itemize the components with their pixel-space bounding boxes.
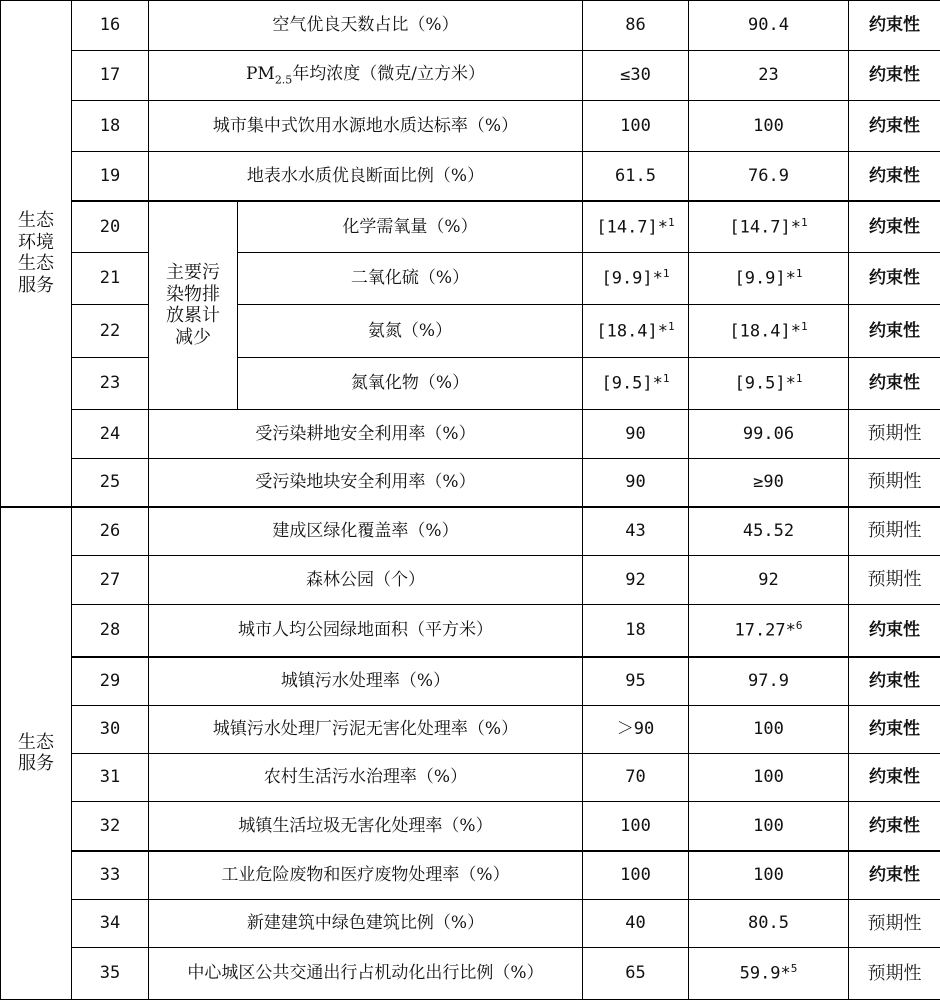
baseline-value: 92 xyxy=(583,556,689,605)
category-line: 生态 xyxy=(18,253,54,275)
target-text: 59.9* xyxy=(739,964,791,985)
indicator-name: 氨氮（%） xyxy=(238,305,583,358)
table-row xyxy=(1,101,940,152)
table-row xyxy=(1,605,940,657)
table-row xyxy=(1,152,940,201)
row-number: 16 xyxy=(72,1,149,51)
footnote-mark: 1 xyxy=(662,372,670,386)
baseline-text: [9.5]* xyxy=(601,374,663,395)
attribute-cell: 预期性 xyxy=(849,900,940,948)
table-row xyxy=(1,1,940,51)
attribute-cell: 约束性 xyxy=(849,802,940,851)
target-value: 100 xyxy=(689,802,849,851)
baseline-value xyxy=(583,253,689,305)
table-row xyxy=(1,948,940,1000)
row-number: 18 xyxy=(72,101,149,152)
target-value xyxy=(689,948,849,1000)
category-line: 环境 xyxy=(18,231,54,253)
indicator-name: 城镇污水处理厂污泥无害化处理率（%） xyxy=(149,706,583,754)
footnote-mark: 6 xyxy=(795,619,803,633)
category-line: 服务 xyxy=(18,753,54,775)
table-row xyxy=(1,657,940,706)
baseline-text: [18.4]* xyxy=(596,321,669,342)
target-value: 45.52 xyxy=(689,507,849,556)
indicator-name: 新建建筑中绿色建筑比例（%） xyxy=(149,900,583,948)
baseline-value: 18 xyxy=(583,605,689,657)
subgroup-line: 放累计 xyxy=(166,305,220,327)
target-value: 80.5 xyxy=(689,900,849,948)
indicator-name: 化学需氧量（%） xyxy=(238,201,583,253)
table-row xyxy=(1,305,940,358)
footnote-mark: 1 xyxy=(801,215,808,229)
category-cell xyxy=(1,507,72,1000)
attribute-cell: 预期性 xyxy=(849,410,940,459)
table-row xyxy=(1,754,940,802)
category-line: 生态 xyxy=(18,731,54,753)
baseline-value: ＞90 xyxy=(583,706,689,754)
baseline-value: 65 xyxy=(583,948,689,1000)
indicator-name: 受污染耕地安全利用率（%） xyxy=(149,410,583,459)
indicator-name: 城市人均公园绿地面积（平方米） xyxy=(149,605,583,657)
row-number: 29 xyxy=(72,657,149,706)
baseline-text: [14.7]* xyxy=(596,217,669,238)
attribute-cell: 约束性 xyxy=(849,754,940,802)
row-number: 32 xyxy=(72,802,149,851)
target-value: 90.4 xyxy=(689,1,849,51)
baseline-value: 40 xyxy=(583,900,689,948)
table-row xyxy=(1,358,940,410)
row-number: 23 xyxy=(72,358,149,410)
baseline-value: 90 xyxy=(583,410,689,459)
indicator-name: 城镇生活垃圾无害化处理率（%） xyxy=(149,802,583,851)
target-text: 17.27* xyxy=(734,620,796,641)
attribute-cell: 约束性 xyxy=(849,706,940,754)
target-value: 97.9 xyxy=(689,657,849,706)
attribute-cell: 预期性 xyxy=(849,948,940,1000)
table-row xyxy=(1,507,940,556)
target-text: [18.4]* xyxy=(729,321,802,342)
table-row xyxy=(1,410,940,459)
baseline-value: 61.5 xyxy=(583,152,689,201)
table-row xyxy=(1,51,940,101)
footnote-mark: 1 xyxy=(801,319,808,333)
target-value xyxy=(689,605,849,657)
row-number: 33 xyxy=(72,851,149,900)
target-value xyxy=(689,253,849,305)
baseline-value: 86 xyxy=(583,1,689,51)
row-number: 24 xyxy=(72,410,149,459)
baseline-value: ≤30 xyxy=(583,51,689,101)
subgroup-line: 减少 xyxy=(175,326,211,348)
attribute-cell: 预期性 xyxy=(849,556,940,605)
baseline-value: 100 xyxy=(583,101,689,152)
indicator-name: 空气优良天数占比（%） xyxy=(149,1,583,51)
table-row xyxy=(1,900,940,948)
target-value: 100 xyxy=(689,101,849,152)
target-value: 23 xyxy=(689,51,849,101)
target-text: [14.7]* xyxy=(729,217,802,238)
row-number: 21 xyxy=(72,253,149,305)
subgroup-cell xyxy=(149,201,238,410)
target-value: 100 xyxy=(689,706,849,754)
footnote-mark: 5 xyxy=(790,962,798,976)
table-row xyxy=(1,556,940,605)
attribute-cell: 约束性 xyxy=(849,101,940,152)
category-line: 生态 xyxy=(18,210,54,232)
row-number: 20 xyxy=(72,201,149,253)
target-value: 99.06 xyxy=(689,410,849,459)
row-number: 28 xyxy=(72,605,149,657)
attribute-cell: 约束性 xyxy=(849,152,940,201)
pm-prefix: PM xyxy=(245,64,275,85)
row-number: 26 xyxy=(72,507,149,556)
row-number: 27 xyxy=(72,556,149,605)
baseline-value xyxy=(583,305,689,358)
footnote-mark: 1 xyxy=(668,215,675,229)
row-number: 30 xyxy=(72,706,149,754)
target-value xyxy=(689,305,849,358)
pm-subscript: 2.5 xyxy=(274,73,293,87)
indicator-name-rest: 年均浓度（微克/立方米） xyxy=(292,64,486,85)
target-text: [9.5]* xyxy=(734,374,796,395)
indicator-name xyxy=(149,51,583,101)
baseline-text: [9.9]* xyxy=(601,269,663,290)
indicator-name: 受污染地块安全利用率（%） xyxy=(149,459,583,507)
indicator-name: 中心城区公共交通出行占机动化出行比例（%） xyxy=(149,948,583,1000)
target-value: 92 xyxy=(689,556,849,605)
category-cell xyxy=(1,1,72,507)
subgroup-line: 主要污 xyxy=(166,262,220,284)
subgroup-line: 染物排 xyxy=(166,283,220,305)
table-row xyxy=(1,253,940,305)
table-row xyxy=(1,201,940,253)
attribute-cell: 约束性 xyxy=(849,201,940,253)
attribute-cell: 预期性 xyxy=(849,507,940,556)
baseline-value: 100 xyxy=(583,802,689,851)
indicator-name: 农村生活污水治理率（%） xyxy=(149,754,583,802)
row-number: 19 xyxy=(72,152,149,201)
baseline-value: 100 xyxy=(583,851,689,900)
footnote-mark: 1 xyxy=(795,267,803,281)
indicator-name: 城市集中式饮用水源地水质达标率（%） xyxy=(149,101,583,152)
target-value: 100 xyxy=(689,851,849,900)
baseline-value xyxy=(583,358,689,410)
target-text: [9.9]* xyxy=(734,269,796,290)
indicator-name: 工业危险废物和医疗废物处理率（%） xyxy=(149,851,583,900)
row-number: 22 xyxy=(72,305,149,358)
target-value xyxy=(689,201,849,253)
baseline-value: 43 xyxy=(583,507,689,556)
baseline-value: 70 xyxy=(583,754,689,802)
baseline-value xyxy=(583,201,689,253)
row-number: 17 xyxy=(72,51,149,101)
target-value: 76.9 xyxy=(689,152,849,201)
row-number: 25 xyxy=(72,459,149,507)
table-row xyxy=(1,459,940,507)
attribute-cell: 约束性 xyxy=(849,605,940,657)
indicator-name: 城镇污水处理率（%） xyxy=(149,657,583,706)
footnote-mark: 1 xyxy=(662,267,670,281)
attribute-cell: 约束性 xyxy=(849,358,940,410)
footnote-mark: 1 xyxy=(795,372,803,386)
target-value xyxy=(689,358,849,410)
attribute-cell: 约束性 xyxy=(849,657,940,706)
indicator-name: 二氧化硫（%） xyxy=(238,253,583,305)
indicator-name: 建成区绿化覆盖率（%） xyxy=(149,507,583,556)
table-row xyxy=(1,851,940,900)
row-number: 31 xyxy=(72,754,149,802)
indicator-name: 氮氧化物（%） xyxy=(238,358,583,410)
table-row xyxy=(1,706,940,754)
footnote-mark: 1 xyxy=(668,319,675,333)
row-number: 35 xyxy=(72,948,149,1000)
indicator-name: 森林公园（个） xyxy=(149,556,583,605)
target-value: ≥90 xyxy=(689,459,849,507)
attribute-cell: 约束性 xyxy=(849,1,940,51)
target-value: 100 xyxy=(689,754,849,802)
attribute-cell: 约束性 xyxy=(849,305,940,358)
indicator-name: 地表水水质优良断面比例（%） xyxy=(149,152,583,201)
attribute-cell: 约束性 xyxy=(849,253,940,305)
category-line: 服务 xyxy=(18,274,54,296)
attribute-cell: 预期性 xyxy=(849,459,940,507)
row-number: 34 xyxy=(72,900,149,948)
baseline-value: 90 xyxy=(583,459,689,507)
attribute-cell: 约束性 xyxy=(849,851,940,900)
table-row xyxy=(1,802,940,851)
attribute-cell: 约束性 xyxy=(849,51,940,101)
baseline-value: 95 xyxy=(583,657,689,706)
